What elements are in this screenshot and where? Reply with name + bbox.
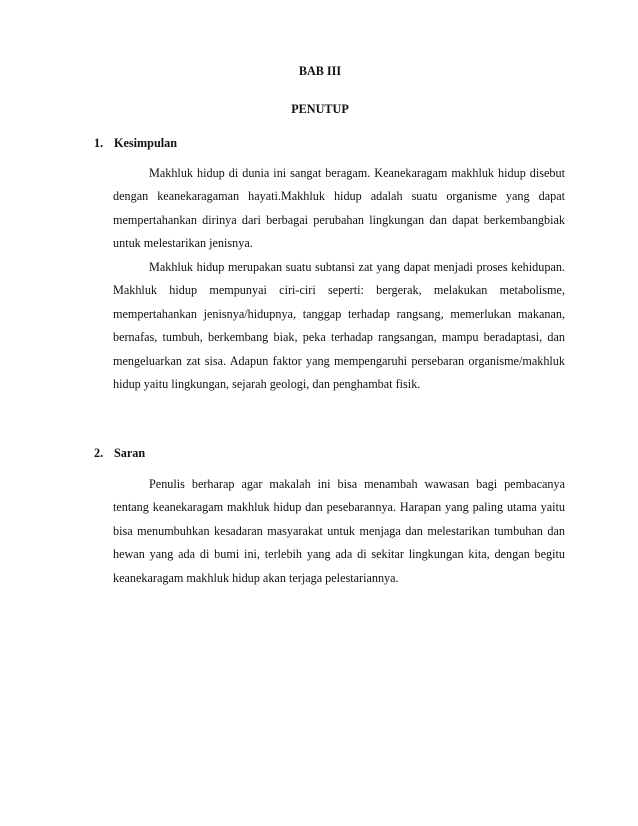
section-heading-saran — [94, 446, 145, 461]
section-number: 1. — [94, 136, 104, 150]
section-title: Saran — [114, 446, 146, 460]
chapter-title: PENUTUP — [291, 102, 349, 116]
section-heading-kesimpulan — [94, 136, 177, 151]
paragraph: Penulis berharap agar makalah ini bisa menambah wawasan bagi pembacanya tentang keanekaragam makhluk hidup dan pesebarannya. Harapan yang paling utama yaitu bisa menumbuhkan kesadaran masyarakat untuk menjaga dan melestarikan tumbuhan dan hewan yang ada di bumi ini, terlebih yang ada di sekitar lingkungan kita, dengan begitu keanekaragam makhluk hidup akan terjaga pelestariannya. — [113, 477, 565, 585]
paragraph: Makhluk hidup merupakan suatu subtansi zat yang dapat menjadi proses kehidupan. Makhluk hidup mempunyai ciri-ciri seperti: bergerak, melakukan metabolisme, mempertahankan jenisnya/hidupnya, tanggap terhadap rangsang, memerlukan makanan, bernafas, tumbuh, berkembang biak, peka terhadap rangsangan, mampu beradaptasi, dan mengeluarkan zat sisa. Adapun faktor yang mempengaruhi persebaran organisme/makhluk hidup yaitu lingkungan, sejarah geologi, dan penghambat fisik. — [113, 260, 565, 392]
section-number: 2. — [94, 446, 104, 460]
section-title: Kesimpulan — [114, 136, 177, 150]
chapter-heading: BAB III — [298, 64, 342, 78]
paragraph: Makhluk hidup di dunia ini sangat beragam. Keanekaragam makhluk hidup disebut dengan keanekaragaman hayati.Makhluk hidup adalah suatu organisme yang dapat mempertahankan dirinya dari berbagai perubahan lingkungan dan dapat berkembangbiak untuk melestarikan jenisnya. — [113, 166, 565, 251]
